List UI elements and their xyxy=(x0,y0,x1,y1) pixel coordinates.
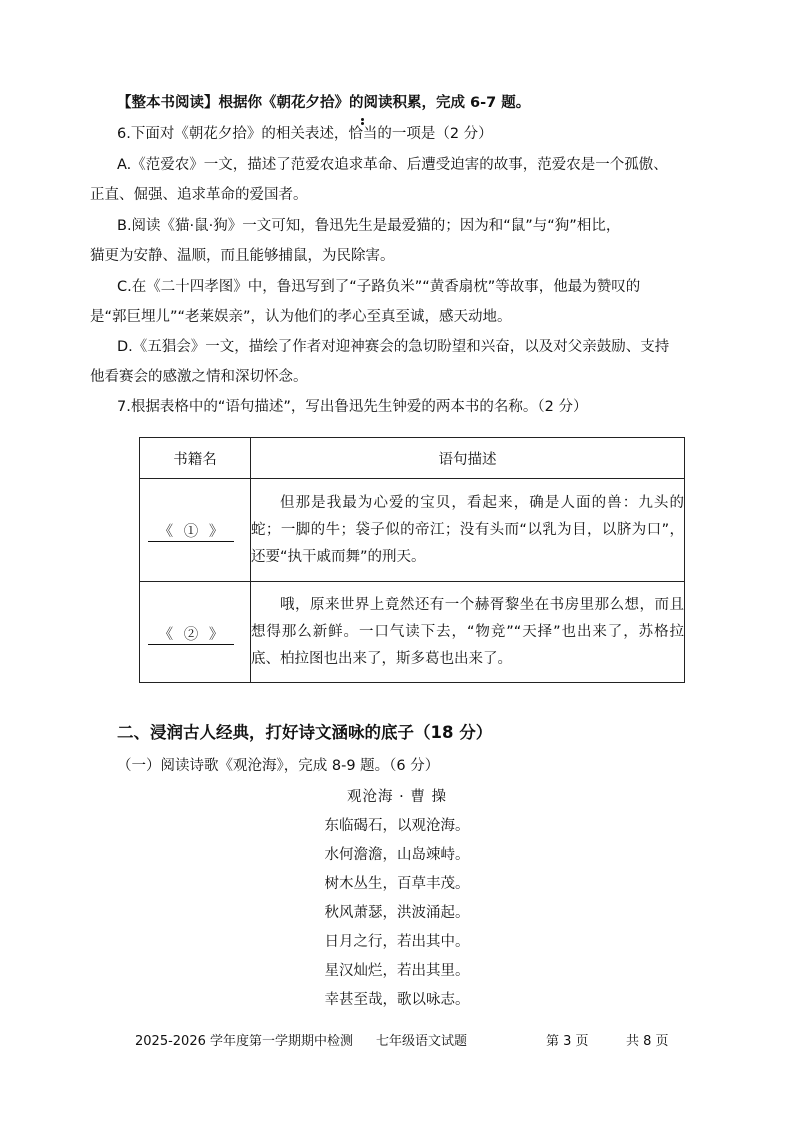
footer-page-number: 第 3 页 xyxy=(546,1034,589,1049)
table-row xyxy=(140,479,685,582)
q6-stem-emphasis: 恰当 xyxy=(348,126,378,142)
option-a-line-1: A.《范爱农》一文，描述了范爱农追求革命、后遭受迫害的故事，范爱农是一个孤傲、 xyxy=(117,157,668,173)
book-blank-1[interactable]: 《 ① 》 xyxy=(148,523,234,542)
option-a-line-2: 正直、倔强、追求革命的爱国者。 xyxy=(90,187,308,203)
table-header-row xyxy=(140,438,685,479)
header-book-name: 书籍名 xyxy=(140,438,251,479)
q6-stem-before: 6.下面对《朝花夕拾》的相关表述， xyxy=(117,126,349,142)
question-7-stem: 7.根据表格中的“语句描述”，写出鲁迅先生钟爱的两本书的名称。（2 分） xyxy=(117,399,588,415)
reading-intro xyxy=(117,94,530,112)
poem-line: 日月之行，若出其中。 xyxy=(324,934,470,950)
intro-tag: 【整本书阅读】 xyxy=(117,95,219,111)
poem-line: 东临碣石，以观沧海。 xyxy=(324,818,470,834)
option-d-line-2: 他看赛会的感激之情和深切怀念。 xyxy=(90,369,308,385)
poem-line: 星汉灿烂，若出其里。 xyxy=(324,963,470,979)
option-b-line-1: B.阅读《猫·鼠·狗》一文可知，鲁迅先生是最爱猫的；因为和“鼠”与“狗”相比， xyxy=(117,218,621,234)
option-c-line-2: 是“郭巨埋儿”“老莱娱亲”，认为他们的孝心至真至诚，感天动地。 xyxy=(90,309,512,325)
header-description: 语句描述 xyxy=(251,438,685,479)
footer-total-pages: 共 8 页 xyxy=(626,1034,669,1049)
q6-stem-after: 的一项是（2 分） xyxy=(377,126,493,142)
poem-line: 树木丛生，百草丰茂。 xyxy=(324,876,470,892)
book-cell xyxy=(140,479,251,582)
intro-text: 根据你《朝花夕拾》的阅读积累，完成 6-7 题。 xyxy=(218,95,531,111)
poem-line: 水何澹澹，山岛竦峙。 xyxy=(324,847,470,863)
footer-exam-name: 2025-2026 学年度第一学期期中检测 xyxy=(135,1034,353,1049)
footer-subject: 七年级语文试题 xyxy=(376,1034,468,1049)
section-2-subtitle: （一）阅读诗歌《观沧海》，完成 8-9 题。（6 分） xyxy=(117,758,440,774)
book-description-table xyxy=(139,437,685,683)
poem-title: 观沧海 · 曹 操 xyxy=(347,789,447,805)
option-b-line-2: 猫更为安静、温顺，而且能够捕鼠，为民除害。 xyxy=(90,248,395,264)
poem-line: 秋风萧瑟，洪波涌起。 xyxy=(324,905,470,921)
question-6-stem xyxy=(117,125,493,143)
option-d-line-1: D.《五猖会》一文，描绘了作者对迎神赛会的急切盼望和兴奋，以及对父亲鼓励、支持 xyxy=(117,339,670,355)
option-c-line-1: C.在《二十四孝图》中，鲁迅写到了“子路负米”“黄香扇枕”等故事，他最为赞叹的 xyxy=(117,279,641,295)
poem-line: 幸甚至哉，歌以咏志。 xyxy=(324,992,470,1008)
table-row xyxy=(140,582,685,683)
description-cell: 哦，原来世界上竟然还有一个赫胥黎坐在书房里那么想，而且想得那么新鲜。一口气读下去，“物竞”“天择”也出来了，苏格拉底、柏拉图也出来了，斯多葛也出来了。 xyxy=(251,582,685,683)
description-cell: 但那是我最为心爱的宝贝，看起来，确是人面的兽：九头的蛇；一脚的牛；袋子似的帝江；没有头而“以乳为目，以脐为口”，还要“执干戚而舞”的刑天。 xyxy=(251,479,685,582)
book-cell xyxy=(140,582,251,683)
book-blank-2[interactable]: 《 ② 》 xyxy=(148,626,234,645)
section-2-title: 二、浸润古人经典，打好诗文涵咏的底子（18 分） xyxy=(117,723,493,742)
